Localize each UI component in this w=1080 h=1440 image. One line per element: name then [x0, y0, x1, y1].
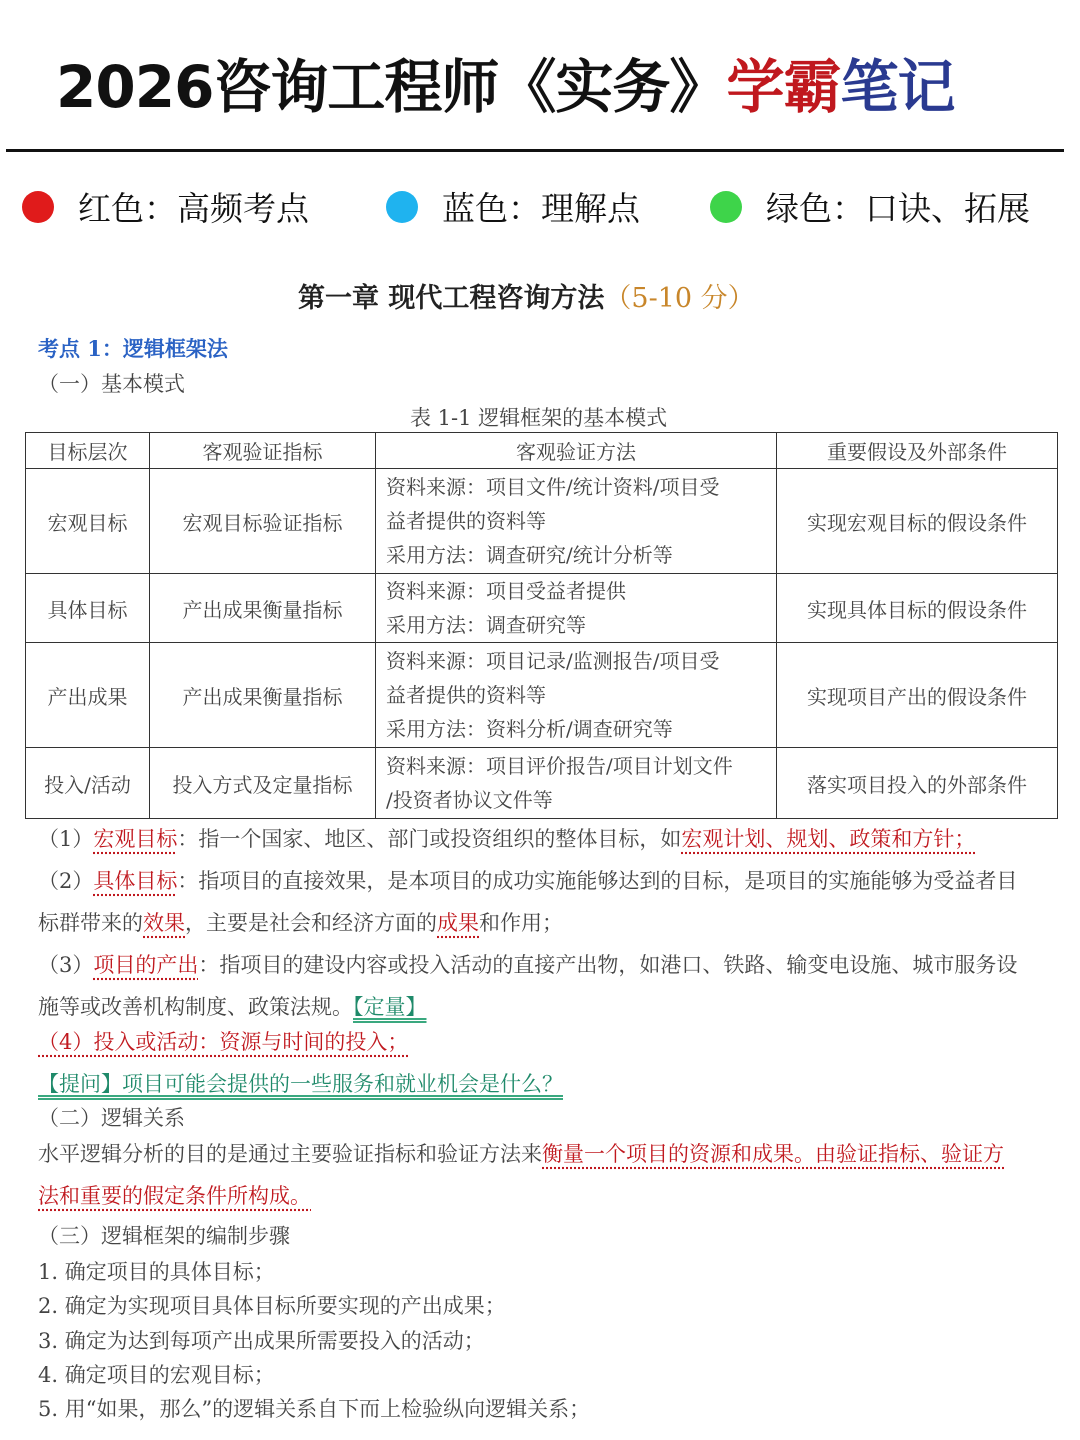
t: 效果 — [143, 911, 185, 935]
title-prefix: 2026咨询工程师《实务》 — [56, 53, 727, 121]
cell — [376, 574, 777, 643]
t: ：指一个国家、地区、部门或投资组织的整体目标，如 — [177, 827, 682, 851]
t: 宏观计划、规划、政策和方针； — [681, 827, 976, 851]
t: 【定量】 — [353, 995, 427, 1019]
header-cell: 重要假设及外部条件 — [777, 433, 1058, 469]
cell: 实现宏观目标的假设条件 — [777, 469, 1058, 574]
table-row — [26, 574, 1058, 643]
note-1 — [38, 823, 975, 853]
cell-line: /投资者协议文件等 — [386, 788, 553, 812]
cell: 产出成果衡量指标 — [150, 574, 376, 643]
cell — [376, 469, 777, 574]
step-item: 5. 用“如果，那么”的逻辑关系自下而上检验纵向逻辑关系； — [38, 1397, 591, 1421]
divider — [6, 149, 1064, 152]
chapter-title — [298, 276, 755, 315]
cell: 投入方式及定量指标 — [150, 748, 376, 819]
cell: 投入/活动 — [26, 748, 150, 819]
t: ：指项目的建设内容或投入活动的直接产出物，如港口、铁路、输变电设施、城市服务设 — [198, 953, 1018, 977]
cell-line: 采用方法：资料分析/调查研究等 — [386, 717, 673, 741]
t: 成果 — [437, 911, 479, 935]
section-heading: （一）基本模式 — [38, 372, 185, 396]
blue-dot-icon — [386, 191, 418, 223]
cell-line: 资料来源：项目评价报告/项目计划文件 — [386, 754, 733, 778]
t: ：指项目的直接效果，是本项目的成功实施能够达到的目标，是项目的实施能够为受益者目 — [177, 869, 1018, 893]
legend-label: 蓝色：理解点 — [442, 189, 640, 228]
legend-label: 红色：高频考点 — [78, 189, 309, 228]
t: 施等或改善机构制度、政策法规。 — [38, 995, 353, 1019]
header-cell: 客观验证方法 — [376, 433, 777, 469]
t: ，主要是社会和经济方面的 — [185, 911, 437, 935]
cell: 宏观目标验证指标 — [150, 469, 376, 574]
note-4: （4）投入或活动：资源与时间的投入； — [38, 1030, 409, 1054]
note-2-cont — [38, 907, 563, 937]
step-item: 3. 确定为达到每项产出成果所需要投入的活动； — [38, 1329, 485, 1353]
legend-label: 绿色：口诀、拓展 — [766, 189, 1030, 228]
cell: 落实项目投入的外部条件 — [777, 748, 1058, 819]
red-dot-icon — [22, 191, 54, 223]
cell: 实现具体目标的假设条件 — [777, 574, 1058, 643]
t: （1） — [38, 827, 94, 851]
cell: 产出成果衡量指标 — [150, 643, 376, 748]
t: 具体目标 — [93, 869, 178, 893]
table-row — [26, 643, 1058, 748]
header-cell: 目标层次 — [26, 433, 150, 469]
cell: 具体目标 — [26, 574, 150, 643]
chapter-name: 第一章 现代工程咨询方法 — [298, 283, 605, 314]
cell — [376, 643, 777, 748]
legend-green — [710, 183, 1030, 230]
t: 和作用； — [479, 911, 563, 935]
section-heading: （二）逻辑关系 — [38, 1106, 185, 1130]
t: （2） — [38, 869, 94, 893]
title-blue: 笔记 — [840, 53, 955, 121]
cell-line: 益者提供的资料等 — [386, 509, 546, 533]
t: 水平逻辑分析的目的是通过主要验证指标和验证方法来 — [38, 1142, 542, 1166]
table-caption: 表 1-1 逻辑框架的基本模式 — [410, 406, 668, 430]
cell-line: 资料来源：项目受益者提供 — [386, 579, 626, 603]
cell — [376, 748, 777, 819]
note-3-cont — [38, 991, 427, 1021]
t: 衡量一个项目的资源和成果。由验证指标、验证方 — [542, 1142, 1004, 1166]
cell-line: 采用方法：调查研究/统计分析等 — [386, 543, 673, 567]
logic-text-cont: 法和重要的假定条件所构成。 — [38, 1184, 311, 1208]
logic-frame-table — [25, 432, 1058, 819]
cell-line: 资料来源：项目记录/监测报告/项目受 — [386, 649, 720, 673]
green-dot-icon — [710, 191, 742, 223]
cell-line: 资料来源：项目文件/统计资料/项目受 — [386, 475, 720, 499]
table-header-row — [26, 433, 1058, 469]
table-row — [26, 469, 1058, 574]
legend-red — [22, 183, 309, 230]
note-3 — [38, 949, 1017, 979]
page-title — [56, 40, 954, 124]
logic-text — [38, 1138, 1004, 1168]
t: （3） — [38, 953, 94, 977]
question: 【提问】项目可能会提供的一些服务和就业机会是什么？ — [38, 1072, 563, 1096]
t: 宏观目标 — [93, 827, 178, 851]
step-item: 2. 确定为实现项目具体目标所要实现的产出成果； — [38, 1294, 506, 1318]
cell-line: 采用方法：调查研究等 — [386, 613, 586, 637]
t: 标群带来的 — [38, 911, 143, 935]
cell-line: 益者提供的资料等 — [386, 683, 546, 707]
note-2 — [38, 865, 1017, 895]
table-row — [26, 748, 1058, 819]
cell: 产出成果 — [26, 643, 150, 748]
section-heading: （三）逻辑框架的编制步骤 — [38, 1224, 290, 1248]
cell: 实现项目产出的假设条件 — [777, 643, 1058, 748]
t: 项目的产出 — [93, 953, 199, 977]
step-item: 4. 确定项目的宏观目标； — [38, 1363, 275, 1387]
cell: 宏观目标 — [26, 469, 150, 574]
legend-blue — [386, 183, 640, 230]
header-cell: 客观验证指标 — [150, 433, 376, 469]
step-item: 1. 确定项目的具体目标； — [38, 1260, 275, 1284]
point-heading: 考点 1：逻辑框架法 — [38, 336, 228, 361]
chapter-score: （5-10 分） — [604, 283, 755, 314]
title-red: 学霸 — [726, 53, 841, 121]
